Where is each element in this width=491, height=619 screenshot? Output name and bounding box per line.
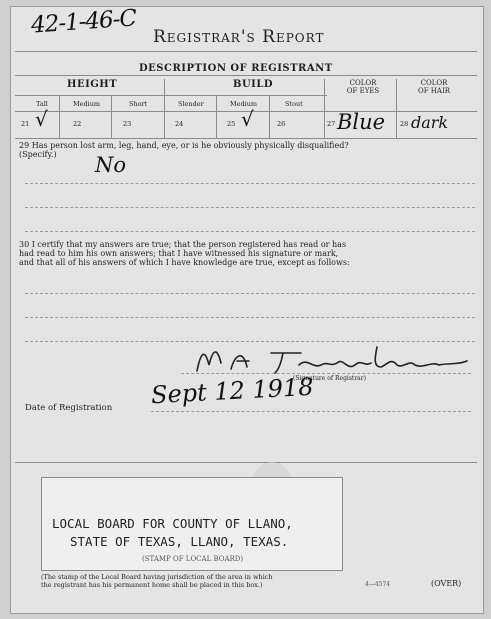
- question-29: [19, 141, 349, 159]
- column-divider: [111, 95, 112, 138]
- over-indicator: (OVER): [431, 579, 462, 588]
- footnote-line1: (The stamp of the Local Board having jurisdiction of the area in which: [41, 573, 273, 581]
- column-divider: [269, 95, 270, 138]
- registrar-signature: [191, 343, 481, 377]
- question-30-line1: 30 I certify that my answers are true; that the person registered has read or has: [19, 240, 347, 249]
- registration-card: [10, 6, 484, 614]
- stamp-line-state: STATE OF TEXAS, LLANO, TEXAS.: [70, 534, 289, 549]
- answer-line: [25, 317, 475, 318]
- signature-line: [181, 373, 471, 374]
- question-29-text: 29 Has person lost arm, leg, hand, eye, or is he obviously physically disqualified?: [19, 141, 349, 150]
- date-of-registration-value: Sept 12 1918: [150, 372, 315, 410]
- slender-number: 24: [175, 120, 184, 128]
- question-30-line2: had read to him his own answers; that I have witnessed his signature or mark,: [19, 249, 339, 258]
- hair-header: [404, 79, 464, 95]
- divider: [15, 75, 477, 76]
- eyes-header-line1: COLOR: [349, 79, 377, 87]
- column-divider: [396, 79, 397, 138]
- stout-number: 26: [277, 120, 286, 128]
- stamp-footnote: [41, 573, 273, 589]
- tall-number: 21: [21, 120, 30, 128]
- height-short-label: Short: [129, 100, 148, 108]
- footnote-line2: the registrant has his permanent home shall be placed in this box.): [41, 581, 263, 589]
- report-title: Registrar's Report: [153, 27, 325, 47]
- stamp-caption: (STAMP OF LOCAL BOARD): [142, 555, 244, 563]
- height-tall-label: Tall: [36, 100, 48, 108]
- column-divider: [324, 79, 325, 138]
- signature-caption: (Signature of Registrar): [293, 375, 366, 382]
- divider: [15, 138, 477, 139]
- answer-line: [25, 231, 475, 232]
- build-header: BUILD: [233, 79, 274, 90]
- height-header: HEIGHT: [67, 79, 118, 90]
- section-subtitle: DESCRIPTION OF REGISTRANT: [139, 63, 333, 74]
- eyes-number: 27: [327, 120, 336, 128]
- hair-number: 28: [400, 120, 409, 128]
- divider: [15, 462, 477, 463]
- answer-line: [25, 341, 475, 342]
- build-medium-number: 25: [227, 120, 236, 128]
- date-line: [151, 411, 471, 412]
- question-30: [19, 240, 350, 267]
- question-29-specify: (Specify.): [19, 150, 57, 159]
- answer-line: [25, 293, 475, 294]
- build-medium-check-mark: √: [241, 107, 254, 131]
- tall-check-mark: √: [35, 107, 48, 131]
- divider: [15, 95, 327, 96]
- question-29-answer: No: [95, 153, 127, 177]
- answer-line: [25, 207, 475, 208]
- stamp-line-county: LOCAL BOARD FOR COUNTY OF LLANO,: [52, 516, 293, 531]
- build-stout-label: Stout: [285, 100, 303, 108]
- column-divider: [59, 95, 60, 138]
- column-divider: [164, 79, 165, 138]
- build-medium-label: Medium: [230, 100, 258, 108]
- hair-header-line1: COLOR: [420, 79, 448, 87]
- answer-line: [25, 183, 475, 184]
- form-number: 4—4574: [365, 581, 391, 588]
- eye-color-value: Blue: [337, 110, 386, 134]
- question-30-line3: and that all of his answers of which I have knowledge are true, except as follows:: [19, 258, 350, 267]
- divider: [15, 51, 477, 52]
- date-of-registration-label: Date of Registration: [25, 403, 113, 413]
- medium-number: 22: [73, 120, 82, 128]
- height-medium-label: Medium: [73, 100, 101, 108]
- short-number: 23: [123, 120, 132, 128]
- handwritten-serial-number: 42-1-46-C: [30, 5, 137, 39]
- local-board-stamp-box: [41, 477, 343, 571]
- eyes-header-line2: OF EYES: [346, 87, 380, 95]
- build-slender-label: Slender: [178, 100, 204, 108]
- hair-header-line2: OF HAIR: [417, 87, 451, 95]
- eyes-header: [333, 79, 393, 95]
- hair-color-value: dark: [411, 113, 449, 132]
- column-divider: [216, 95, 217, 138]
